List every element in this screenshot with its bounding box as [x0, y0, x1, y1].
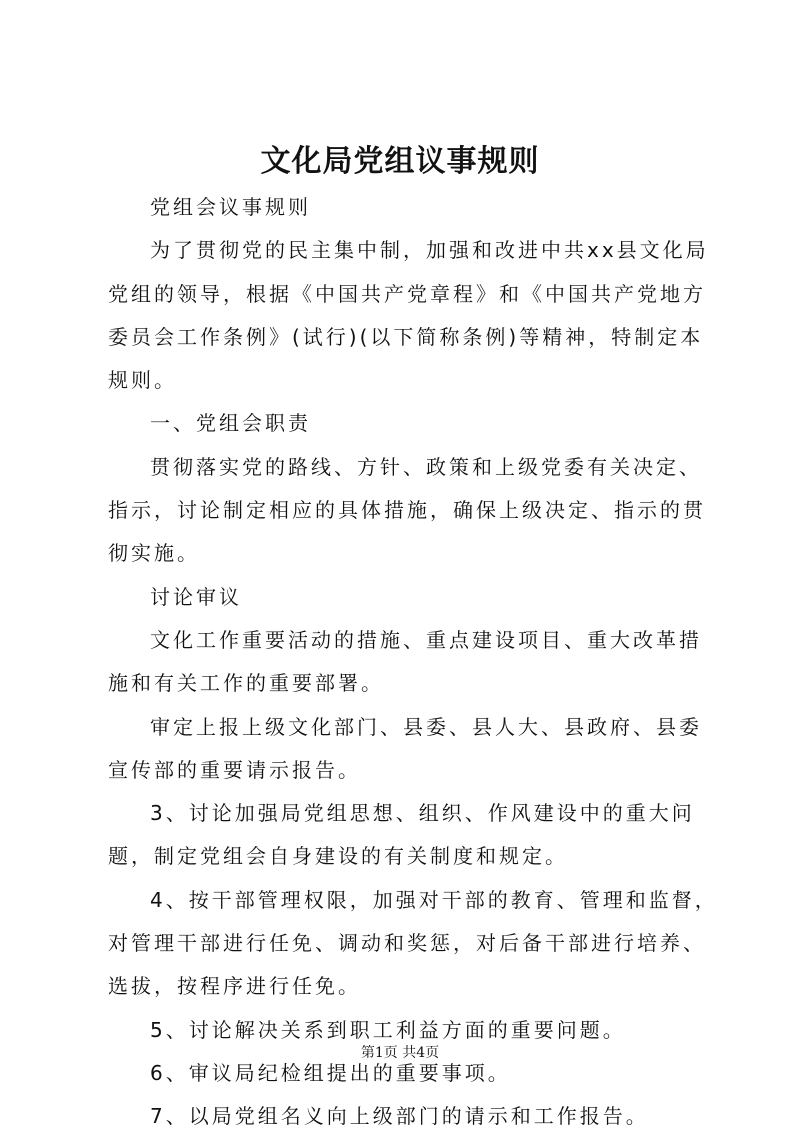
paragraph: 贯彻落实党的路线、方针、政策和上级党委有关决定、指示，讨论制定相应的具体措施，确保上级决定、指示的贯彻实施。: [108, 454, 706, 566]
paragraph: 文化工作重要活动的措施、重点建设项目、重大改革措施和有关工作的重要部署。: [108, 627, 702, 696]
document-body: [108, 186, 718, 1139]
paragraph: 审定上报上级文化部门、县委、县人大、县政府、县委宣传部的重要请示报告。: [108, 714, 702, 782]
list-item: 4、按干部管理权限，加强对干部的教育、管理和监督，对管理干部进行任免、调动和奖惩，对后备干部进行培养、选拔，按程序进行任免。: [108, 887, 718, 999]
list-item: 7、以局党组名义向上级部门的请示和工作报告。: [150, 1104, 649, 1129]
list-item: 5、讨论解决关系到职工利益方面的重要问题。: [150, 1017, 626, 1042]
section-heading: 一、党组会职责: [150, 411, 311, 436]
document-title: 文化局党组议事规则: [260, 144, 540, 179]
list-item: 6、审议局纪检组提出的重要事项。: [150, 1060, 511, 1085]
paragraph: 为了贯彻党的民主集中制，加强和改进中共xx县文化局党组的领导，根据《中国共产党章程》和《中国共产党地方委员会工作条例》(试行)(以下简称条例)等精神，特制定本规则。: [108, 238, 709, 393]
section-heading: 党组会议事规则: [150, 195, 311, 219]
page-footer: 第1页 共4页: [360, 1045, 440, 1061]
section-heading: 讨论审议: [150, 584, 242, 609]
list-item: 3、讨论加强局党组思想、组织、作风建设中的重大问题，制定党组会自身建设的有关制度和规定。: [108, 801, 695, 869]
